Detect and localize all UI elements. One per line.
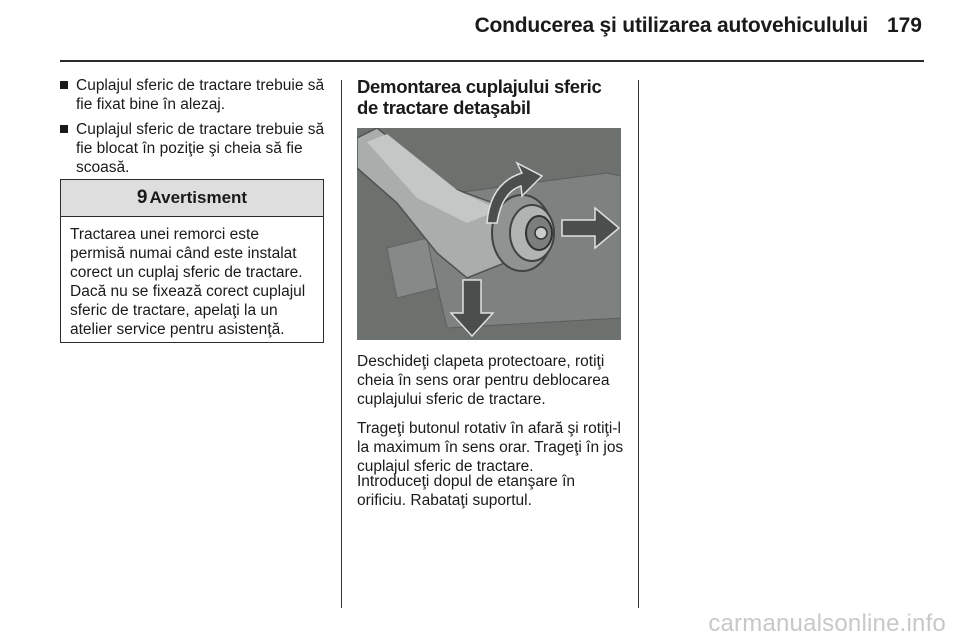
column-divider-left [341, 80, 342, 608]
warning-box [60, 179, 324, 343]
warning-body: Tractarea unei remorci este permisă numai când este instalat corect un cuplaj sferic de tractare. Dacă nu se fixează corect cuplajul sferic de tractare, apelaţi la un atelier service pentru asistenţă. [70, 226, 306, 338]
bullet-text: Cuplajul sferic de tractare trebuie să fie blocat în poziţie şi cheia să fie scoasă. [76, 121, 325, 176]
bullet-text: Cuplajul sferic de tractare trebuie să fie fixat bine în alezaj. [76, 77, 325, 113]
instruction-paragraph: Trageţi butonul rotativ în afară şi rotiţi-l la maximum în sens orar. Trageţi în jos cuplajul sferic de tractare. [357, 420, 624, 475]
column-1 [60, 76, 328, 183]
page-header-title: Conducerea şi utilizarea autovehiculului [474, 14, 868, 37]
list-item [60, 76, 328, 114]
warning-icon: 9 [136, 187, 148, 208]
page-number: 179 [886, 14, 922, 37]
instruction-paragraph: Introduceţi dopul de etanşare în orificiu. Rabataţi suportul. [357, 473, 576, 509]
tow-hitch-drawing [357, 128, 621, 340]
list-item [60, 120, 328, 177]
instruction-paragraph: Deschideţi clapeta protectoare, rotiţi cheia în sens orar pentru deblocarea cuplajului sferic de tractare. [357, 353, 610, 408]
column-2 [357, 76, 625, 118]
warning-header [61, 180, 323, 217]
square-bullet-icon [60, 81, 68, 89]
site-watermark: carmanualsonline.info [708, 610, 946, 637]
warning-title: Avertisment [149, 188, 248, 207]
section-title: Demontarea cuplajului sferic de tractare detaşabil [357, 76, 602, 118]
header-rule [60, 60, 924, 62]
tow-hitch-illustration [357, 128, 621, 340]
column-divider-right [638, 80, 639, 608]
square-bullet-icon [60, 125, 68, 133]
